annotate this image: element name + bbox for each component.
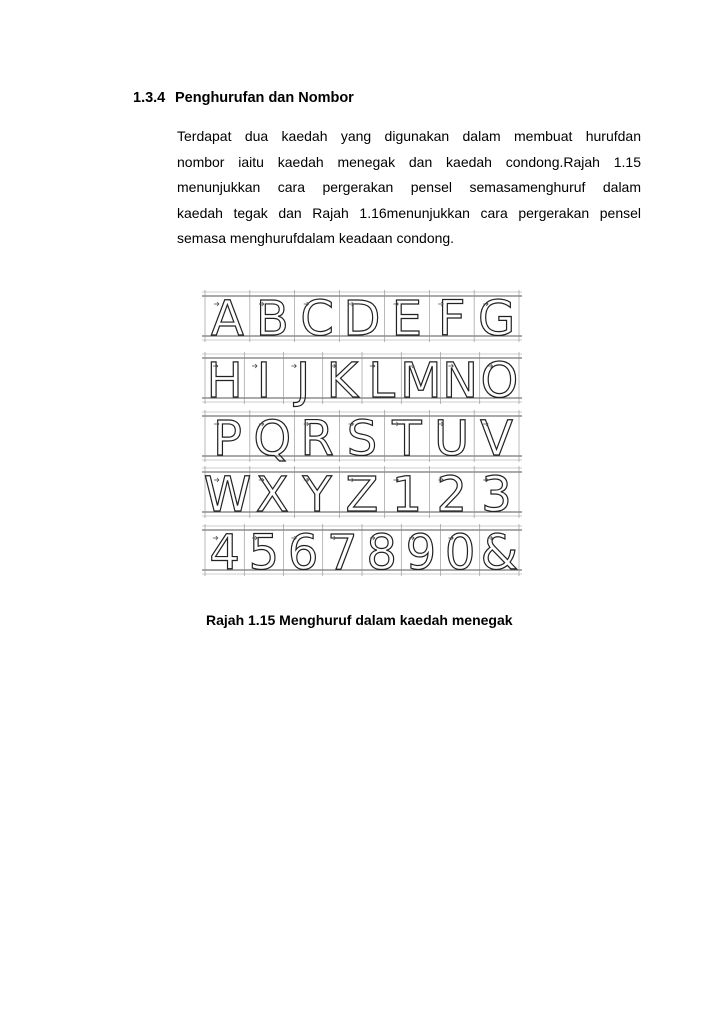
lettering-character: A xyxy=(211,291,244,347)
paragraph-line: semasa menghurufdalam keadaan condong. xyxy=(177,230,455,246)
lettering-figure xyxy=(196,286,528,586)
lettering-character: J xyxy=(296,353,311,409)
lettering-character: 9 xyxy=(405,525,437,581)
lettering-diagram xyxy=(196,286,528,586)
lettering-character: X xyxy=(255,467,289,523)
lettering-character: 0 xyxy=(444,525,476,581)
lettering-character: 7 xyxy=(327,525,358,581)
lettering-character: Y xyxy=(302,467,332,523)
lettering-character: M xyxy=(400,353,442,409)
lettering-character: S xyxy=(346,411,378,467)
lettering-character: D xyxy=(343,291,381,347)
lettering-character: E xyxy=(391,291,423,347)
body-paragraph xyxy=(177,124,641,252)
lettering-character: 1 xyxy=(391,467,423,523)
paragraph-line: Terdapat dua kaedah yang digunakan dalam membuat hurufdan xyxy=(177,128,641,144)
lettering-character: H xyxy=(206,353,243,409)
lettering-character: 5 xyxy=(248,525,280,581)
lettering-character: 3 xyxy=(481,467,512,523)
lettering-character: T xyxy=(392,411,422,467)
lettering-character: R xyxy=(300,411,334,467)
paragraph-line: kaedah tegak dan Rajah 1.16menunjukkan cara pergerakan pensel xyxy=(177,204,641,221)
lettering-character: W xyxy=(203,467,252,523)
lettering-character: 8 xyxy=(366,525,397,581)
figure-caption: Rajah 1.15 Menghuruf dalam kaedah menegak xyxy=(206,612,513,628)
lettering-character: V xyxy=(480,411,513,467)
lettering-character: 4 xyxy=(209,525,240,581)
lettering-character: Z xyxy=(345,467,379,523)
lettering-character: K xyxy=(326,353,359,409)
lettering-character: L xyxy=(368,353,395,409)
lettering-character: U xyxy=(434,411,470,467)
lettering-character: G xyxy=(477,291,516,347)
lettering-character: F xyxy=(437,291,466,347)
paragraph-line: menunjukkan cara pergerakan pensel semasamenghuruf dalam xyxy=(177,179,641,195)
lettering-character: N xyxy=(442,353,479,409)
lettering-character: C xyxy=(300,291,334,347)
lettering-character: 2 xyxy=(436,467,467,523)
lettering-character: 6 xyxy=(287,525,319,581)
section-title: Penghurufan dan Nombor xyxy=(175,90,354,106)
section-number: 1.3.4 xyxy=(133,90,166,106)
lettering-character: I xyxy=(256,353,271,409)
paragraph-line: nombor iaitu kaedah menegak dan kaedah condong.Rajah 1.15 xyxy=(177,153,641,170)
lettering-character: Q xyxy=(253,411,292,467)
lettering-character: P xyxy=(212,411,242,467)
section-heading xyxy=(133,90,354,106)
lettering-character: B xyxy=(255,291,289,347)
lettering-character: O xyxy=(480,353,519,409)
lettering-character: & xyxy=(480,525,519,581)
